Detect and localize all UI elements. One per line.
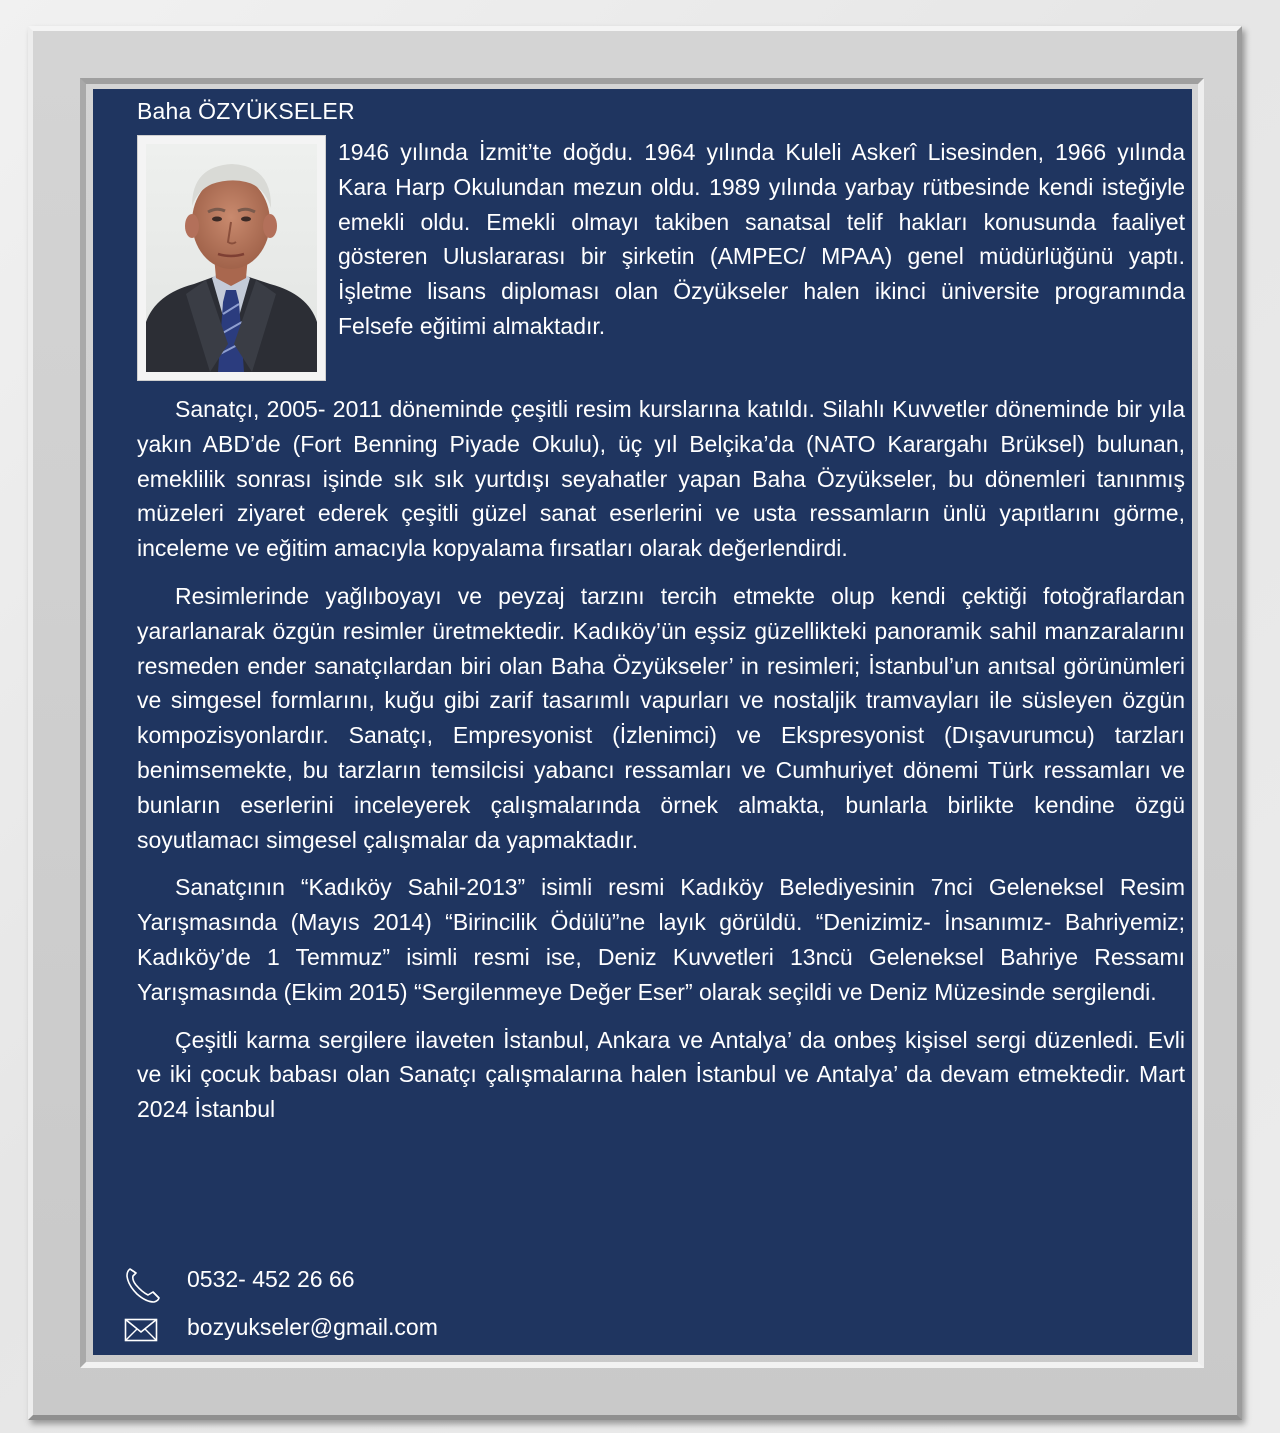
paragraph-courses: Sanatçı, 2005- 2011 döneminde çeşitli resim kurslarına katıldı. Silahlı Kuvvetler döneminde bir yıla yakın ABD’de (Fort Benning Piyade Okulu), üç yıl Belçika’da (NATO Karargahı Brüksel) bulunan, emeklilik sonrası işinde sık sık yurtdışı seyahatler yapan Baha Özyükseler, bu dönemleri tanınmış müzeleri ziyaret ederek çeşitli güzel sanat eserlerini ve usta ressamların ünlü yapıtlarını görme, inceleme ve eğitim amacıyla kopyalama fırsatları olarak değerlendirdi.	[137, 396, 1185, 562]
paragraph-style: Resimlerinde yağlıboyayı ve peyzaj tarzını tercih etmekte olup kendi çektiği fotoğraflardan yararlanarak özgün resimler üretmektedir. Kadıköy’ün eşsiz güzellikteki panoramik sahil manzaralarını resmeden ender sanatçılardan biri olan Baha Özyükseler’ in resimleri; İstanbul’un anıtsal görünümleri ve simgesel formlarını, kuğu gibi zarif tasarımlı vapurları ve nostaljik tramvayları ile süsleyen özgün kompozisyonlardır. Sanatçı, Empresyonist (İzlenimci) ve Ekspresyonist (Dışavurumcu) tarzları benimsemekte, bu tarzların temsilcisi yabancı ressamları ve Cumhuriyet dönemi Türk ressamları ve bunların eserlerini inceleyerek çalışmalarında örnek almakta, bunlarla birlikte kendine özgü soyutlamacı simgesel çalışmalar da yapmaktadır.	[137, 582, 1185, 853]
artist-name: Baha ÖZYÜKSELER	[137, 98, 355, 124]
paragraph-exhibitions: Çeşitli karma sergilere ilaveten İstanbul, Ankara ve Antalya’ da onbeş kişisel sergi düzenledi. Evli ve iki çocuk babası olan Sanatçı çalışmalarına halen İstanbul ve Antalya’ da devam etmektedir. Mart 2024 İstanbul	[137, 1026, 1185, 1123]
intro-paragraph: 1946 yılında İzmit’te doğdu. 1964 yılında Kuleli Askerî Lisesinden, 1966 yılında Kara Harp Okulundan mezun oldu. 1989 yılında yarbay rütbesinde kendi isteğiyle emekli oldu. Emekli olmayı takiben sanatsal telif hakları konusunda faaliyet gösteren Uluslararası bir şirketin (AMPEC/ MPAA) genel müdürlüğünü yaptı. İşletme lisans diploması olan Özyükseler halen ikinci üniversite programında Felsefe eğitimi almaktadır.	[338, 139, 1185, 339]
phone-number[interactable]: 0532- 452 26 66	[187, 1266, 355, 1292]
bio-content	[137, 97, 1185, 1140]
intro-row	[137, 135, 1185, 392]
portrait-photo-icon	[146, 144, 317, 372]
envelope-icon	[124, 1318, 158, 1350]
artist-photo	[137, 135, 326, 381]
email-address[interactable]: bozyukseler@gmail.com	[187, 1314, 438, 1340]
phone-icon	[124, 1265, 160, 1311]
paragraph-awards: Sanatçının “Kadıköy Sahil-2013” isimli resmi Kadıköy Belediyesinin 7nci Geleneksel Resim Yarışmasında (Mayıs 2014) “Birincilik Ödülü”ne layık görüldü. “Denizimiz- İnsanımız- Bahriyemiz; Kadıköy’de 1 Temmuz” isimli resmi ise, Deniz Kuvvetleri 13ncü Geleneksel Bahriye Ressamı Yarışmasında (Ekim 2015) “Sergilenmeye Değer Eser” olarak seçildi ve Deniz Müzesinde sergilendi.	[137, 874, 1185, 1005]
